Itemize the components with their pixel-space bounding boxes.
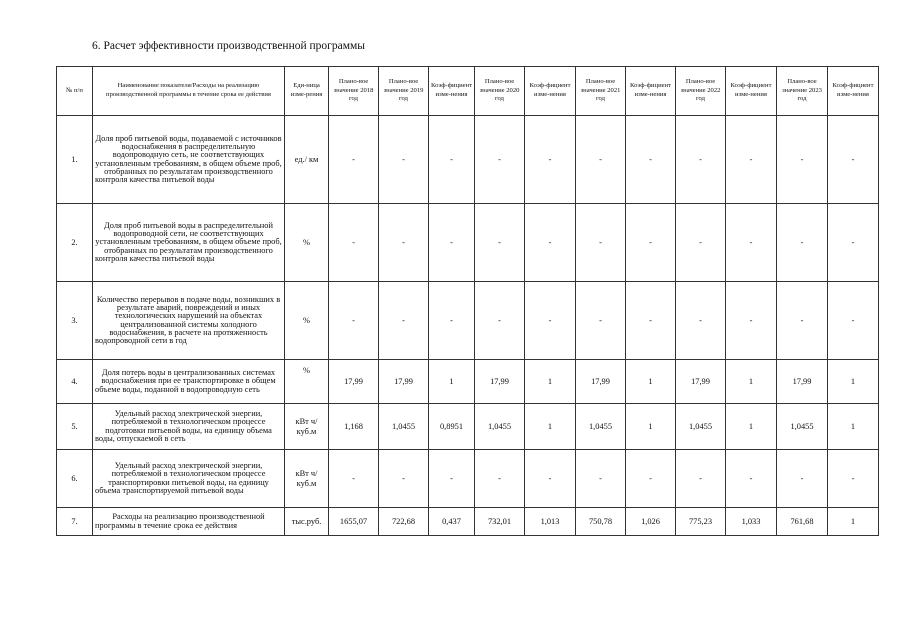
header-cell: Коэф-фициент изме-нения — [726, 67, 777, 116]
value-cell: 722,68 — [379, 508, 429, 536]
value-cell: 17,99 — [676, 360, 726, 404]
value-cell: 1 — [525, 404, 576, 450]
table-row — [57, 404, 879, 450]
value-cell: - — [777, 450, 828, 508]
value-cell: 1 — [828, 360, 879, 404]
value-cell: - — [726, 450, 777, 508]
value-cell: - — [626, 116, 676, 204]
row-number: 2. — [57, 204, 93, 282]
value-cell: - — [828, 116, 879, 204]
indicator-name: Удельный расход электрической энергии, потребляемой в технологическом процессе подготовки питьевой воды, на единицу объема воды, отпускаемой в сеть — [93, 404, 285, 450]
value-cell: 1 — [626, 404, 676, 450]
header-cell: Плано-вое значение 2018 год — [329, 67, 379, 116]
unit-cell: тыс.руб. — [285, 508, 329, 536]
value-cell: - — [726, 204, 777, 282]
value-cell: 1 — [828, 404, 879, 450]
value-cell: - — [429, 450, 475, 508]
indicator-name: Удельный расход электрической энергии, потребляемой в технологическом процессе транспортировки питьевой воды, на единицу объема транспортируемой питьевой воды — [93, 450, 285, 508]
header-cell: Плано-вое значение 2021 год — [576, 67, 626, 116]
row-number: 4. — [57, 360, 93, 404]
value-cell: - — [676, 282, 726, 360]
unit-cell: кВт ч/куб.м — [285, 450, 329, 508]
value-cell: - — [828, 204, 879, 282]
header-cell: Коэф-фициент изме-нения — [626, 67, 676, 116]
value-cell: 1,168 — [329, 404, 379, 450]
value-cell: 750,78 — [576, 508, 626, 536]
table-row — [57, 508, 879, 536]
value-cell: - — [379, 116, 429, 204]
value-cell: 775,23 — [676, 508, 726, 536]
value-cell: 1,0455 — [379, 404, 429, 450]
value-cell: - — [576, 282, 626, 360]
header-cell: Коэф-фициент изме-нения — [525, 67, 576, 116]
value-cell: 17,99 — [329, 360, 379, 404]
row-number: 5. — [57, 404, 93, 450]
value-cell: - — [828, 450, 879, 508]
row-number: 7. — [57, 508, 93, 536]
header-cell: Коэф-фициент изме-нения — [429, 67, 475, 116]
header-cell: Плано-вое значение 2023 год — [777, 67, 828, 116]
value-cell: - — [828, 282, 879, 360]
value-cell: - — [777, 204, 828, 282]
value-cell: - — [525, 204, 576, 282]
value-cell: - — [626, 450, 676, 508]
table-row — [57, 204, 879, 282]
indicator-name: Расходы на реализацию производственной программы в течение срока ее действия — [93, 508, 285, 536]
value-cell: 17,99 — [576, 360, 626, 404]
value-cell: 1,0455 — [777, 404, 828, 450]
value-cell: 761,68 — [777, 508, 828, 536]
value-cell: - — [525, 282, 576, 360]
value-cell: 1,0455 — [576, 404, 626, 450]
value-cell: - — [626, 282, 676, 360]
value-cell: - — [777, 116, 828, 204]
table-row — [57, 360, 879, 404]
value-cell: 1,033 — [726, 508, 777, 536]
value-cell: 17,99 — [379, 360, 429, 404]
value-cell: - — [576, 204, 626, 282]
header-cell: Наименование показателя/Расходы на реализацию производственной программы в течение срока ее действия — [93, 67, 285, 116]
value-cell: - — [726, 282, 777, 360]
header-cell: Коэф-фициент изме-нения — [828, 67, 879, 116]
value-cell: - — [329, 116, 379, 204]
value-cell: - — [379, 282, 429, 360]
value-cell: 1 — [525, 360, 576, 404]
value-cell: 1655,07 — [329, 508, 379, 536]
indicator-name: Доля проб питьевой воды в распределительной водопроводной сети, не соответствующих установленным требованиям, в общем объеме проб, отобранных по результатам производственного контроля качества питьевой воды — [93, 204, 285, 282]
value-cell: - — [329, 450, 379, 508]
unit-cell: кВт ч/куб.м — [285, 404, 329, 450]
value-cell: - — [475, 450, 525, 508]
value-cell: 1 — [726, 360, 777, 404]
value-cell: - — [676, 116, 726, 204]
row-number: 6. — [57, 450, 93, 508]
value-cell: 17,99 — [777, 360, 828, 404]
value-cell: - — [626, 204, 676, 282]
value-cell: 1 — [828, 508, 879, 536]
value-cell: - — [329, 204, 379, 282]
unit-cell: % — [285, 282, 329, 360]
value-cell: - — [379, 204, 429, 282]
value-cell: 1,026 — [626, 508, 676, 536]
value-cell: 17,99 — [475, 360, 525, 404]
value-cell: - — [429, 282, 475, 360]
value-cell: 732,01 — [475, 508, 525, 536]
value-cell: - — [379, 450, 429, 508]
value-cell: 1,0455 — [676, 404, 726, 450]
value-cell: - — [475, 204, 525, 282]
page-title: 6. Расчет эффективности производственной программы — [92, 40, 366, 52]
value-cell: - — [475, 282, 525, 360]
value-cell: 1 — [429, 360, 475, 404]
value-cell: 1 — [626, 360, 676, 404]
header-cell: Еди-ница изме-рения — [285, 67, 329, 116]
value-cell: 0,8951 — [429, 404, 475, 450]
value-cell: - — [726, 116, 777, 204]
row-number: 1. — [57, 116, 93, 204]
value-cell: 0,437 — [429, 508, 475, 536]
indicator-name: Доля проб питьевой воды, подаваемой с источников водоснабжения в распределительную водопроводную сеть, не соответствующих установленным требованиям, в общем объеме проб, отобранных по результатам производственного контроля качества питьевой воды — [93, 116, 285, 204]
value-cell: 1,013 — [525, 508, 576, 536]
header-cell: Плано-вое значение 2019 год — [379, 67, 429, 116]
table-row — [57, 450, 879, 508]
value-cell: - — [475, 116, 525, 204]
table-row — [57, 282, 879, 360]
unit-cell: % — [285, 360, 329, 404]
value-cell: - — [429, 116, 475, 204]
value-cell: - — [329, 282, 379, 360]
table-row — [57, 116, 879, 204]
header-cell: Плано-вое значение 2020 год — [475, 67, 525, 116]
efficiency-table — [56, 66, 879, 536]
value-cell: - — [576, 116, 626, 204]
row-number: 3. — [57, 282, 93, 360]
indicator-name: Доля потерь воды в централизованных системах водоснабжения при ее транспортировке в общем объеме воды, поданной в водопроводную сеть — [93, 360, 285, 404]
value-cell: 1,0455 — [475, 404, 525, 450]
indicator-name: Количество перерывов в подаче воды, возникших в результате аварий, повреждений и иных технологических нарушений на объектах централизованной системы холодного водоснабжения, в расчете на протяженность водопроводной сети в год — [93, 282, 285, 360]
value-cell: - — [525, 450, 576, 508]
unit-cell: ед./ км — [285, 116, 329, 204]
header-cell: Плано-вое значение 2022 год — [676, 67, 726, 116]
value-cell: - — [576, 450, 626, 508]
value-cell: - — [676, 450, 726, 508]
value-cell: - — [676, 204, 726, 282]
value-cell: 1 — [726, 404, 777, 450]
value-cell: - — [777, 282, 828, 360]
value-cell: - — [525, 116, 576, 204]
header-row — [57, 67, 879, 116]
unit-cell: % — [285, 204, 329, 282]
value-cell: - — [429, 204, 475, 282]
header-cell: № п/п — [57, 67, 93, 116]
